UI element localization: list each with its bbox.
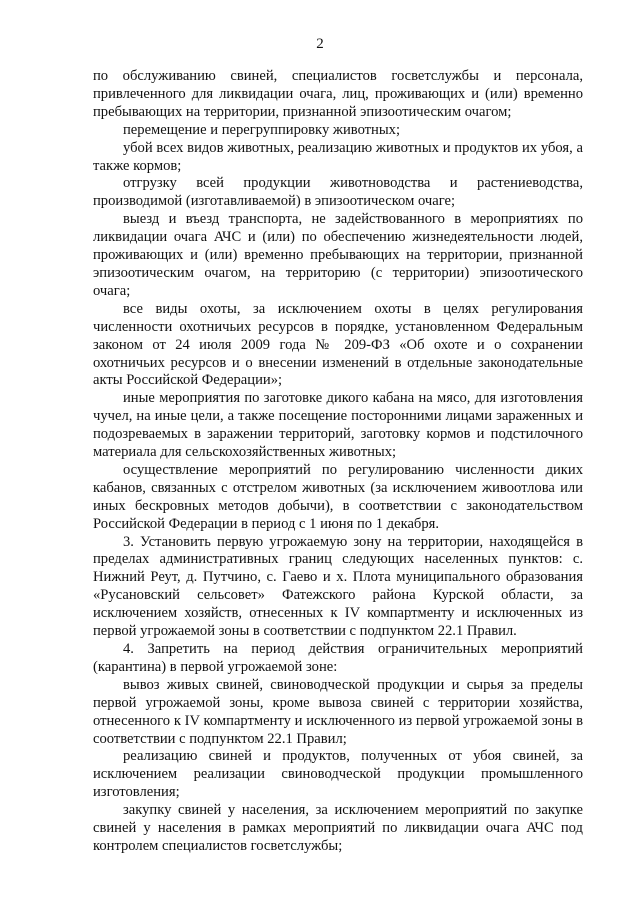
paragraph-hunting-ban: все виды охоты, за исключением охоты в целях регулирования численности охотничьих ресурсов в порядке, установленном Федеральным законом от 24 июля 2009 года № 209-ФЗ «Об охоте и о сохранении охотничьих ресурсов и о внесении изменений в отдельные законодательные акты Российской Федерации»; xyxy=(93,300,583,389)
paragraph-continuation: по обслуживанию свиней, специалистов госветслужбы и персонала, привлеченного для ликвидации очага, лиц, проживающих и (или) временно пребывающих на территории, признанной эпизоотическим очагом; xyxy=(93,68,583,120)
paragraph-slaughter-ban: убой всех видов животных, реализацию животных и продуктов их убоя, а также кормов; xyxy=(93,139,583,174)
paragraph-transport-ban: выезд и въезд транспорта, не задействованного в мероприятиях по ликвидации очага АЧС и (или) по обеспечению жизнедеятельности людей, проживающих и (или) временно пребывающих на территории, признанной эпизоотическим очагом, на территорию (с территории) эпизоотического очага; xyxy=(93,211,583,299)
paragraph-purchase-ban: закупку свиней у населения, за исключением мероприятий по закупке свиней у населения в рамках мероприятий по ликвидации очага АЧС под контролем специалистов госветслужбы; xyxy=(93,802,583,854)
paragraph-item-4-prohibitions: 4. Запретить на период действия ограничительных мероприятий (карантина) в первой угрожаемой зоне: xyxy=(93,641,583,675)
paragraph-sale-ban: реализацию свиней и продуктов, полученных от убоя свиней, за исключением реализации свиноводческой продукции промышленного изготовления; xyxy=(93,748,583,801)
page-number: 2 xyxy=(316,36,324,52)
document-body xyxy=(93,68,583,856)
paragraph-boar-procurement-ban: иные мероприятия по заготовке дикого кабана на мясо, для изготовления чучел, на иные цели, а также посещение посторонними лицами зараженных и подозреваемых в заражении территорий, заготовку кормов и подстилочного материала для сельскохозяйственных животных; xyxy=(93,390,583,461)
paragraph-movement-ban: перемещение и перегруппировку животных; xyxy=(123,121,401,138)
paragraph-shipment-ban: отгрузку всей продукции животноводства и растениеводства, производимой (изготавливаемой) в эпизоотическом очаге; xyxy=(93,175,583,210)
paragraph-boar-regulation: осуществление мероприятий по регулированию численности диких кабанов, связанных с отстрелом животных (за исключением живоотлова или иных бескровных методов добычи), в соответствии с законодательством Российской Федерации в период с 1 июня по 1 декабря. xyxy=(93,461,583,532)
paragraph-export-ban: вывоз живых свиней, свиноводческой продукции и сырья за пределы первой угрожаемой зоны, кроме вывоза свиней с территории хозяйства, отнесенного к IV компартменту и исключенного из первой угрожаемой зоны в соответствии с подпунктом 22.1 Правил; xyxy=(93,676,583,747)
paragraph-item-3-threatened-zone: 3. Установить первую угрожаемую зону на территории, находящейся в пределах административных границ следующих населенных пунктов: с. Нижний Реут, д. Путчино, с. Гаево и х. Плота муниципального образования «Русановский сельсовет» Фатежского района Курской области, за исключением хозяйств, отнесенных к IV компартменту и исключенных из первой угрожаемой зоны в соответствии с подпунктом 22.1 Правил. xyxy=(93,533,583,640)
